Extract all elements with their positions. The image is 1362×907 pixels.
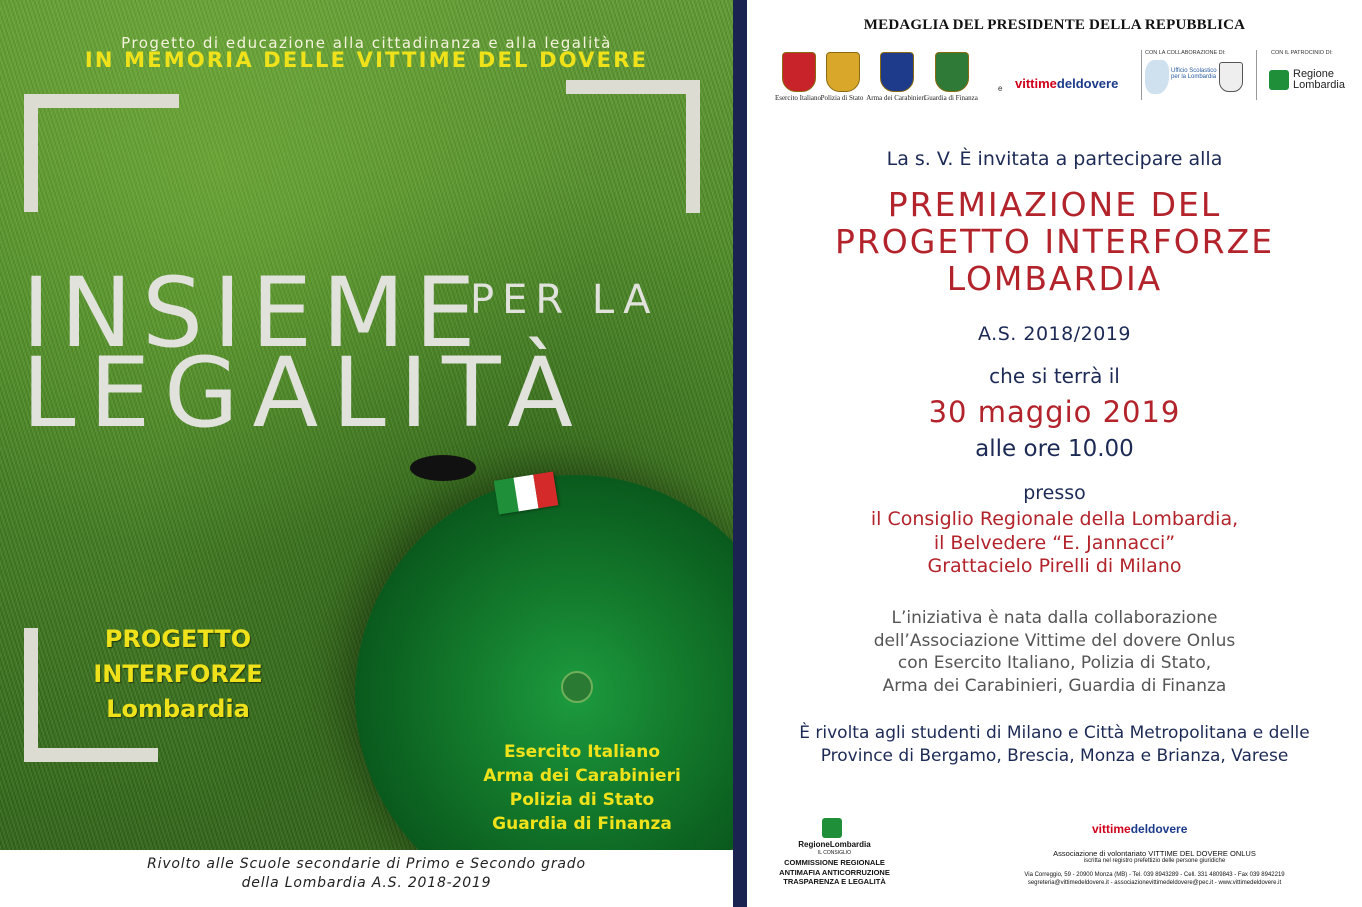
school-year: A.S. 2018/2019 <box>978 323 1131 345</box>
project-line-3: Lombardia <box>106 695 250 723</box>
medal-heading: MEDAGLIA DEL PRESIDENTE DELLA REPUBBLICA <box>863 17 1246 33</box>
footer-association: Associazione di volontariato VITTIME DEL DOVERE ONLUS <box>1053 849 1256 858</box>
vittime-del-dovere-logo <box>1015 76 1118 91</box>
umbrella-center-icon <box>561 671 593 703</box>
initiative-paragraph <box>747 607 1362 697</box>
collaboration-label: CON LA COLLABORAZIONE DI: <box>1145 50 1226 56</box>
logo-conjunction: e <box>998 84 1003 93</box>
poster-title-per-la: PER LA <box>470 277 659 323</box>
initiative-line-4: Arma dei Carabinieri, Guardia di Finanza <box>882 675 1227 696</box>
crest-label-esercito: Esercito Italiano <box>774 94 822 102</box>
finanza-crest-icon <box>935 52 969 92</box>
event-date: 30 maggio 2019 <box>928 395 1181 429</box>
event-title <box>747 186 1362 297</box>
project-line-2: INTERFORZE <box>93 660 263 688</box>
lombardia-label: Lombardia <box>1293 79 1345 91</box>
poster-title-insieme: INSIEME <box>22 257 486 369</box>
poster-caption <box>0 850 733 907</box>
commission-line-2: ANTIMAFIA ANTICORRUZIONE <box>779 867 890 877</box>
event-title-line-2: PROGETTO INTERFORZE <box>834 222 1275 261</box>
invitation-panel <box>747 0 1362 907</box>
crest-label-carabinieri: Arma dei Carabinieri <box>866 94 926 102</box>
frame-corner-top-right <box>566 80 700 94</box>
patronage-label: CON IL PATROCINIO DI: <box>1271 50 1333 56</box>
footer-vittime-logo <box>1092 822 1187 836</box>
venue-line-1: il Consiglio Regionale della Lombardia, <box>870 508 1239 530</box>
date-intro: che si terrà il <box>989 364 1120 388</box>
venue-line-2: il Belvedere “E. Jannacci” <box>933 531 1176 554</box>
target-paragraph <box>747 722 1362 768</box>
poster-dedication: IN MEMORIA DELLE VITTIME DEL DOVERE <box>84 48 649 72</box>
regione-lombardia-logo-icon <box>1269 70 1289 90</box>
caption-line-1: Rivolto alle Scuole secondarie di Primo e Secondo grado <box>147 856 586 872</box>
commission-line-1: COMMISSIONE REGIONALE <box>784 858 885 867</box>
event-title-line-1: PREMIAZIONE DEL <box>887 185 1222 224</box>
frame-corner-bottom-left <box>24 628 38 762</box>
caption-line-2: della Lombardia A.S. 2018-2019 <box>241 875 492 891</box>
logo-vittime: vittime <box>1015 76 1057 91</box>
footer-emails: segreteria@vittimedeldovere.it - associazionevittimedeldovere@pec.it - www.vittimedeldovere.it <box>1027 880 1282 886</box>
poster-title-legalita: LEGALITÀ <box>22 337 587 449</box>
initiative-line-2: dell’Associazione Vittime del dovere Onlus <box>873 630 1236 651</box>
footer-consiglio: IL CONSIGLIO <box>817 850 852 856</box>
force-esercito: Esercito Italiano <box>503 742 661 762</box>
regione-footer-logo-icon <box>822 818 842 838</box>
esercito-crest-icon <box>782 52 816 92</box>
venue <box>747 508 1362 579</box>
initiative-line-1: L’iniziativa è nata dalla collaborazione <box>891 608 1218 628</box>
target-line-1: È rivolta agli studenti di Milano e Città Metropolitana e delle <box>799 723 1310 743</box>
footer-regione: RegioneLombardia <box>798 840 871 849</box>
logo-strip <box>747 48 1362 108</box>
logo-deldovere: deldovere <box>1056 76 1119 91</box>
polizia-crest-icon <box>826 52 860 92</box>
footer-logo-deldovere: deldovere <box>1130 822 1188 836</box>
frame-corner-top-left <box>24 94 179 108</box>
frame-corner-bottom-left-horizontal <box>24 748 158 762</box>
force-polizia: Polizia di Stato <box>509 790 655 810</box>
project-line-1: PROGETTO <box>104 625 252 653</box>
poster-subtitle: Progetto di educazione alla cittadinanza e alla legalità <box>121 34 612 52</box>
lombardia-map-icon <box>1145 60 1169 94</box>
target-line-2: Province di Bergamo, Brescia, Monza e Brianza, Varese <box>820 746 1289 766</box>
frame-corner-top-right-vertical <box>686 80 700 213</box>
event-time: alle ore 10.00 <box>975 436 1134 462</box>
commission-line-3: TRASPARENZA E LEGALITÀ <box>783 877 886 886</box>
umbrella-shadow-icon <box>410 455 476 481</box>
initiative-line-3: con Esercito Italiano, Polizia di Stato, <box>897 653 1212 673</box>
regione-lombardia-logo <box>1293 69 1345 91</box>
logo-divider <box>1141 50 1142 100</box>
footer-logo-vittime: vittime <box>1092 822 1131 836</box>
crest-label-finanza: Guardia di Finanza <box>924 94 978 102</box>
carabinieri-crest-icon <box>880 52 914 92</box>
venue-intro: presso <box>1023 482 1086 504</box>
footer-registry: iscritta nel registro prefettizio delle persone giuridiche <box>1083 858 1226 864</box>
footer-address: Via Correggio, 59 - 20900 Monza (MB) - Tel. 039 8943289 - Cell. 331 4809843 - Fax 039 8942219 <box>1024 872 1285 878</box>
event-title-line-3: LOMBARDIA <box>946 259 1163 298</box>
frame-corner-top-left-vertical <box>24 94 38 212</box>
institutional-seal-icon <box>1219 62 1243 92</box>
venue-line-3: Grattacielo Pirelli di Milano <box>927 555 1182 577</box>
crest-label-polizia: Polizia di Stato <box>820 94 864 102</box>
force-carabinieri: Arma dei Carabinieri <box>483 766 681 786</box>
logo-divider-2 <box>1256 50 1257 100</box>
divider-stripe <box>733 0 747 907</box>
regione-label: Regione <box>1293 68 1334 80</box>
ufficio-scolastico-label: Ufficio Scolastico per la Lombardia <box>1171 68 1217 80</box>
footer-commission <box>767 858 902 887</box>
invitation-intro: La s. V. È invitata a partecipare alla <box>886 148 1223 170</box>
force-finanza: Guardia di Finanza <box>492 814 672 834</box>
